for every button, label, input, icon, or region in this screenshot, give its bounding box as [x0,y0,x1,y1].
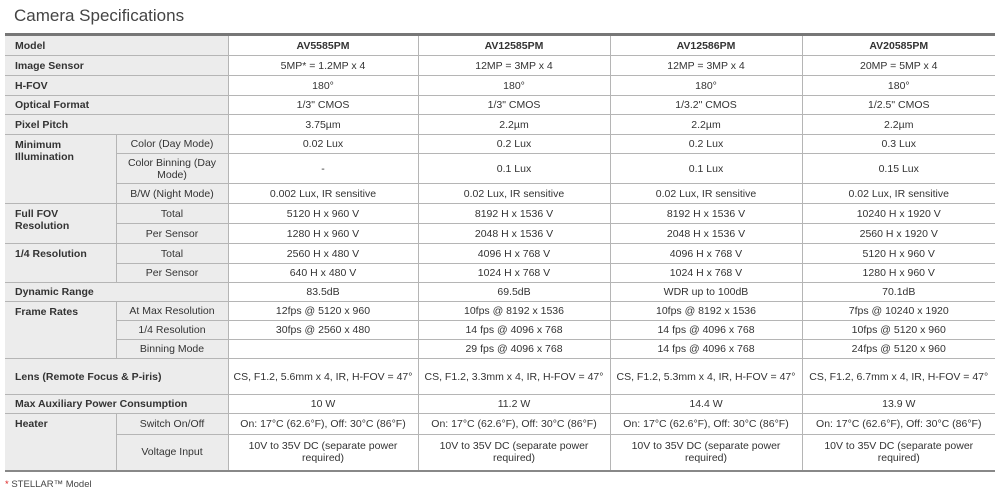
spec-row [5,135,995,154]
spec-value: 14 fps @ 4096 x 768 [418,321,610,340]
spec-value: 1024 H x 768 V [418,264,610,283]
spec-row [5,435,995,471]
spec-row [5,321,995,340]
spec-sublabel: Per Sensor [116,264,228,283]
spec-row [5,56,995,76]
spec-sublabel: B/W (Night Mode) [116,184,228,204]
spec-value: 10fps @ 8192 x 1536 [610,302,802,321]
spec-label: Optical Format [5,96,228,115]
spec-value: 0.2 Lux [610,135,802,154]
spec-value: CS, F1.2, 5.6mm x 4, IR, H-FOV = 47° [228,359,418,395]
spec-sublabel: At Max Resolution [116,302,228,321]
spec-row [5,154,995,184]
spec-value: 0.02 Lux, IR sensitive [802,184,995,204]
spec-value: 0.002 Lux, IR sensitive [228,184,418,204]
spec-value: 83.5dB [228,283,418,302]
spec-row [5,76,995,96]
spec-value: 2048 H x 1536 V [610,224,802,244]
spec-row [5,359,995,395]
spec-value: 1024 H x 768 V [610,264,802,283]
spec-value: 1/2.5" CMOS [802,96,995,115]
spec-value: 0.02 Lux, IR sensitive [418,184,610,204]
spec-value: 10V to 35V DC (separate power required) [418,435,610,471]
spec-label: Heater [5,414,116,471]
spec-value: 69.5dB [418,283,610,302]
spec-value: On: 17°C (62.6°F), Off: 30°C (86°F) [802,414,995,435]
spec-row [5,204,995,224]
spec-row [5,224,995,244]
spec-label: Dynamic Range [5,283,228,302]
spec-value: 14 fps @ 4096 x 768 [610,321,802,340]
spec-value: On: 17°C (62.6°F), Off: 30°C (86°F) [610,414,802,435]
spec-label: Lens (Remote Focus & P-iris) [5,359,228,395]
spec-label: H-FOV [5,76,228,96]
spec-value: 2.2µm [418,115,610,135]
spec-value: 2.2µm [802,115,995,135]
spec-row [5,184,995,204]
spec-value: 1/3" CMOS [418,96,610,115]
spec-value: 12MP = 3MP x 4 [418,56,610,76]
spec-value: 10V to 35V DC (separate power required) [610,435,802,471]
spec-value: 4096 H x 768 V [610,244,802,264]
spec-value: 10 W [228,395,418,414]
spec-value: On: 17°C (62.6°F), Off: 30°C (86°F) [418,414,610,435]
spec-row [5,395,995,414]
spec-sublabel: Voltage Input [116,435,228,471]
model-name: AV5585PM [228,35,418,56]
spec-value: 2.2µm [610,115,802,135]
model-name: AV12585PM [418,35,610,56]
spec-value: 13.9 W [802,395,995,414]
spec-row [5,283,995,302]
spec-value: 10240 H x 1920 V [802,204,995,224]
spec-value: 24fps @ 5120 x 960 [802,340,995,359]
spec-value: 0.02 Lux [228,135,418,154]
spec-value: 29 fps @ 4096 x 768 [418,340,610,359]
spec-value: 12fps @ 5120 x 960 [228,302,418,321]
spec-value: 8192 H x 1536 V [610,204,802,224]
spec-value: 0.02 Lux, IR sensitive [610,184,802,204]
page-title: Camera Specifications [14,6,185,25]
spec-value: 2560 H x 480 V [228,244,418,264]
spec-value: 2048 H x 1536 V [418,224,610,244]
spec-label: Frame Rates [5,302,116,359]
spec-value: 0.15 Lux [802,154,995,184]
spec-value: CS, F1.2, 3.3mm x 4, IR, H-FOV = 47° [418,359,610,395]
spec-value: 14.4 W [610,395,802,414]
model-name: AV12586PM [610,35,802,56]
model-label: Model [5,35,228,56]
spec-label: 1/4 Resolution [5,244,116,283]
footnote-mark: * [5,479,9,490]
spec-value: 0.3 Lux [802,135,995,154]
spec-value: 4096 H x 768 V [418,244,610,264]
spec-value: 640 H x 480 V [228,264,418,283]
spec-sublabel: Color Binning (Day Mode) [116,154,228,184]
spec-value: 11.2 W [418,395,610,414]
spec-label: Pixel Pitch [5,115,228,135]
spec-value: 14 fps @ 4096 x 768 [610,340,802,359]
spec-value: 20MP = 5MP x 4 [802,56,995,76]
spec-value: CS, F1.2, 5.3mm x 4, IR, H-FOV = 47° [610,359,802,395]
spec-value: 70.1dB [802,283,995,302]
spec-value: 2560 H x 1920 V [802,224,995,244]
spec-value: 1280 H x 960 V [228,224,418,244]
spec-value: On: 17°C (62.6°F), Off: 30°C (86°F) [228,414,418,435]
spec-value: 3.75µm [228,115,418,135]
spec-row [5,96,995,115]
spec-value: 7fps @ 10240 x 1920 [802,302,995,321]
spec-value: 180° [418,76,610,96]
spec-value: 0.1 Lux [610,154,802,184]
spec-value: 0.2 Lux [418,135,610,154]
spec-value: 10V to 35V DC (separate power required) [802,435,995,471]
spec-value: 8192 H x 1536 V [418,204,610,224]
spec-value: 180° [610,76,802,96]
spec-value: 5120 H x 960 V [802,244,995,264]
spec-value: 1/3.2" CMOS [610,96,802,115]
spec-label: Full FOV Resolution [5,204,116,244]
spec-value: 12MP = 3MP x 4 [610,56,802,76]
spec-sublabel: Total [116,244,228,264]
spec-sublabel: Binning Mode [116,340,228,359]
spec-value: 5MP* = 1.2MP x 4 [228,56,418,76]
spec-value: 1280 H x 960 V [802,264,995,283]
spec-value: 1/3" CMOS [228,96,418,115]
spec-row [5,302,995,321]
spec-sublabel: Switch On/Off [116,414,228,435]
footnote-text: STELLAR™ Model [11,479,92,490]
spec-value: 10fps @ 8192 x 1536 [418,302,610,321]
spec-value: 0.1 Lux [418,154,610,184]
spec-label: Image Sensor [5,56,228,76]
spec-row [5,414,995,435]
spec-row [5,340,995,359]
spec-value: 180° [802,76,995,96]
spec-value: 30fps @ 2560 x 480 [228,321,418,340]
spec-sublabel: 1/4 Resolution [116,321,228,340]
spec-label: Minimum Illumination [5,135,116,204]
spec-value: - [228,154,418,184]
spec-table [5,33,995,472]
model-name: AV20585PM [802,35,995,56]
spec-sublabel: Color (Day Mode) [116,135,228,154]
spec-sublabel: Per Sensor [116,224,228,244]
spec-value: 180° [228,76,418,96]
spec-value: WDR up to 100dB [610,283,802,302]
spec-row [5,264,995,283]
spec-value: CS, F1.2, 6.7mm x 4, IR, H-FOV = 47° [802,359,995,395]
spec-sublabel: Total [116,204,228,224]
header-row [5,35,995,56]
footnote [5,479,92,490]
spec-label: Max Auxiliary Power Consumption [5,395,228,414]
spec-value: 5120 H x 960 V [228,204,418,224]
spec-row [5,244,995,264]
spec-row [5,115,995,135]
spec-value: 10fps @ 5120 x 960 [802,321,995,340]
spec-value: 10V to 35V DC (separate power required) [228,435,418,471]
spec-value [228,340,418,359]
